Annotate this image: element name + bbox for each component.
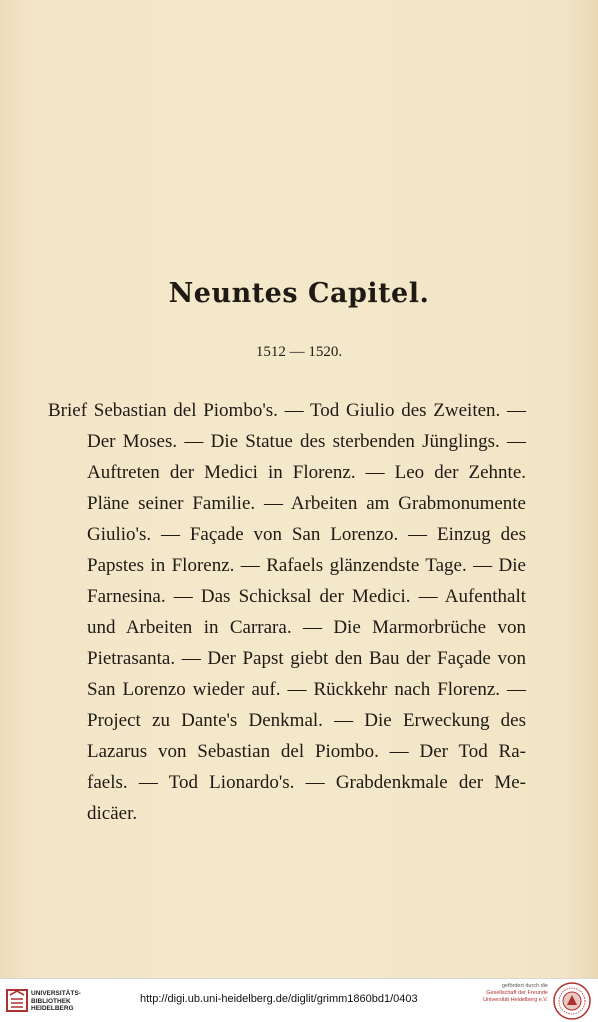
sponsor-note: gefördert durch die Gesellschaft der Freunde Universität Heidelberg e.V. [483, 983, 548, 1003]
summary-line: Pietrasanta. — Der Papst giebt den Bau der Façade von [87, 648, 526, 669]
library-name: UNIVERSITÄTS- BIBLIOTHEK HEIDELBERG [31, 990, 81, 1012]
summary-line: und Arbeiten in Carrara. — Die Marmorbrüche von [87, 617, 526, 638]
chapter-years: 1512 — 1520. [255, 344, 343, 360]
summary-line: dicäer. [87, 803, 138, 824]
summary-line: Project zu Dante's Denkmal. — Die Erweckung des [87, 710, 526, 731]
chapter-title: Neuntes Capitel. [168, 278, 430, 309]
summary-line: Brief Sebastian del Piombo's. — Tod Giulio des Zweiten. — [48, 400, 526, 421]
summary-line: Pläne seiner Familie. — Arbeiten am Grabmonumente [87, 493, 526, 514]
summary-line: faels. — Tod Lionardo's. — Grabdenkmale der Me- [87, 772, 526, 793]
university-library-logo[interactable] [6, 985, 86, 1017]
summary-line: Der Moses. — Die Statue des sterbenden Jünglings. — [87, 431, 526, 452]
summary-line: Auftreten der Medici in Florenz. — Leo der Zehnte. [87, 462, 526, 483]
summary-line: Papstes in Florenz. — Rafaels glänzendste Tage. — Die [87, 555, 526, 576]
summary-line: San Lorenzo wieder auf. — Rückkehr nach Florenz. — [87, 679, 526, 700]
summary-line: Farnesina. — Das Schicksal der Medici. — Aufenthalt [87, 586, 526, 607]
chapter-summary [48, 395, 526, 829]
summary-line: Lazarus von Sebastian del Piombo. — Der Tod Ra- [87, 741, 526, 762]
university-seal-icon [552, 981, 592, 1021]
digitization-footer [0, 978, 598, 1022]
summary-line: Giulio's. — Façade von San Lorenzo. — Einzug des [87, 524, 526, 545]
permalink-url[interactable]: http://digi.ub.uni-heidelberg.de/diglit/grimm1860bd1/0403 [140, 993, 418, 1005]
library-emblem-icon [6, 987, 28, 1013]
